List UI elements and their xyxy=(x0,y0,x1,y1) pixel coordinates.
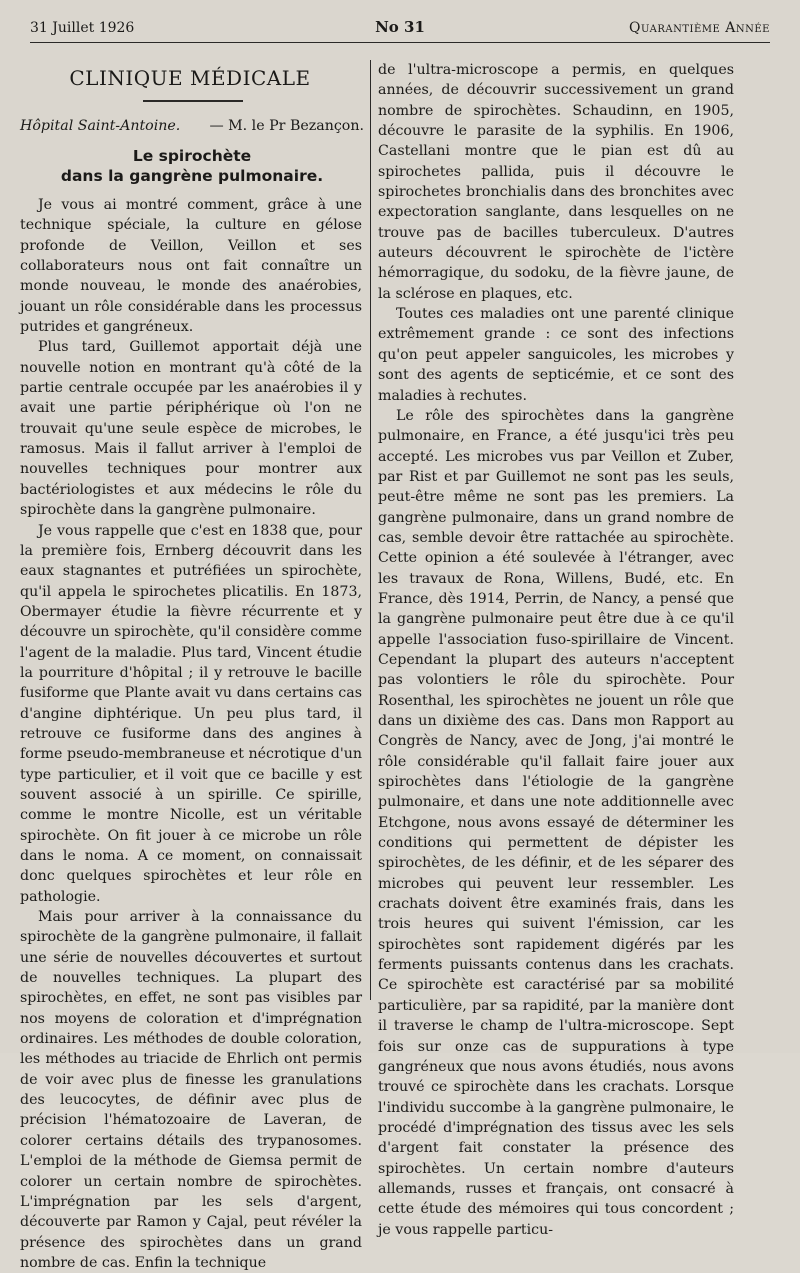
right-column xyxy=(378,60,734,1240)
paragraph: Je vous ai montré comment, grâce à une technique spéciale, la culture en gélose profonde de Veillon, Veillon et ses collaborateurs nous ont fait connaître un monde nouveau, le monde des anaérobies, jouant un rôle considérable dans les processus putrides et gangréneux. xyxy=(20,197,362,336)
article-title-line-2: dans la gangrène pulmonaire. xyxy=(60,167,324,185)
section-title: CLINIQUE MÉDICALE xyxy=(69,66,311,90)
article-title xyxy=(20,146,364,186)
hospital-name: Hôpital Saint-Antoine. xyxy=(20,118,181,134)
hospital-line xyxy=(20,118,364,134)
paragraph: Mais pour arriver à la connaissance du spirochète de la gangrène pulmonaire, il fallait une série de nouvelles découvertes et surtout de nouvelles techniques. La plupart des spirochètes, en effet, ne sont pas visibles par nos moyens de coloration et d'imprégnation ordinaires. Les méthodes de double coloration, les méthodes au triacide de Ehrlich ont permis de voir avec plus de finesse les granulations des leucocytes, de définir avec plus de précision l'hématozoaire de Laveran, de colorer certains détails des trypanosomes. L'emploi de la méthode de Giemsa permit de colorer un certain nombre de spirochètes. L'imprégnation par les sels d'argent, découverte par Ramon y Cajal, peut révéler la présence des spirochètes dans un grand nombre de cas. Enfin la technique xyxy=(20,909,362,1271)
paragraph: Toutes ces maladies ont une parenté clinique extrêmement grande : ce sont des infections qu'on peut appeler sanguicoles, les microbes y sont des agents de septicémie, et ce sont des maladies à rechutes. xyxy=(378,306,734,404)
title-divider xyxy=(143,100,243,102)
page-header xyxy=(30,18,770,43)
issue-date: 31 Juillet 1926 xyxy=(30,20,135,36)
paragraph: Le rôle des spirochètes dans la gangrène pulmonaire, en France, a été jusqu'ici très peu accepté. Les microbes vus par Veillon et Zuber, par Rist et par Guillemot ne sont pas les seuls, peut-être même ne sont pas les premiers. La gangrène pulmonaire, dans un grand nombre de cas, semble devoir être rattachée au spirochète. Cette opinion a été soulevée à l'étranger, avec les travaux de Rona, Willens, Budé, etc. En France, dès 1914, Perrin, de Nancy, a pensé que la gangrène pulmonaire peut être due à ce qu'il appelle l'association fuso-spirillaire de Vincent. Cependant la plupart des auteurs n'acceptent pas volontiers le rôle du spirochète. Pour Rosenthal, les spirochètes ne jouent un rôle que dans un dixième des cas. Dans mon Rapport au Congrès de Nancy, avec de Jong, j'ai montré le rôle considérable qu'il fallait faire jouer aux spirochètes dans l'étiologie de la gangrène pulmonaire, et dans une note additionnelle avec Etchgone, nous avons essayé de déterminer les conditions qui permettent de dépister les spirochètes, de les définir, et de les séparer des microbes qui peuvent leur ressembler. Les crachats doivent être examinés frais, dans les trois heures qui suivent l'émission, car les spirochètes sont rapidement digérés par les ferments puissants contenus dans les crachats. Ce spirochète est caractérisé par sa mobilité particulière, par sa rapidité, par la manière dont il traverse le champ de l'ultra-microscope. Sept fois sur onze cas de suppurations à type gangréneux que nous avons étudiés, nous avons trouvé ce spirochète dans les crachats. Lorsque l'individu succombe à la gangrène pulmonaire, le procédé d'imprégnation des tissus avec les sels d'argent fait constater la présence des spirochètes. Un certain nombre d'auteurs allemands, russes et français, ont consacré à cette étude des mémoires qui tous concordent ; je vous rappelle particu- xyxy=(378,407,734,1238)
left-column xyxy=(20,195,362,1273)
article-title-line-1: Le spirochète xyxy=(132,147,252,165)
professor-name: — M. le Pr Bezançon. xyxy=(209,118,364,134)
paragraph: de l'ultra-microscope a permis, en quelques années, de découvrir successivement un grand nombre de spirochètes. Schaudinn, en 1905, découvre le parasite de la syphilis. En 1906, Castellani montre que le pian est dû au spirochetes pallida, puis il découvre le spirochetes bronchialis dans des bronchites avec expectoration sanglante, dans lesquelles on ne trouve pas de bacilles tuberculeux. D'autres auteurs découvrent le spirochète de l'ictère hémorragique, du sodoku, de la fièvre jaune, de la sclérose en plaques, etc. xyxy=(378,62,734,302)
publication-year: Quarantième Année xyxy=(629,20,770,36)
column-divider xyxy=(370,60,371,1000)
issue-number: No 31 xyxy=(375,18,425,36)
paragraph: Plus tard, Guillemot apportait déjà une nouvelle notion en montrant qu'à côté de la partie centrale occupée par les anaérobies il y avait une partie périphérique où l'on ne trouvait qu'une seule espèce de microbes, le ramosus. Mais il fallut arriver à l'emploi de nouvelles techniques pour montrer aux bactériologistes et aux médecins le rôle du spirochète dans la gangrène pulmonaire. xyxy=(20,339,362,519)
paragraph: Je vous rappelle que c'est en 1838 que, pour la première fois, Ernberg découvrit dans les eaux stagnantes et putréfiées un spirochète, qu'il appela le spirochetes plicatilis. En 1873, Obermayer étudie la fièvre récurrente et y découvre un spirochète, qu'il considère comme l'agent de la maladie. Plus tard, Vincent étudie la pourriture d'hôpital ; il y retrouve le bacille fusiforme que Plante avait vu dans certains cas d'angine diphtérique. Un peu plus tard, il retrouve ce fusiforme dans des angines à forme pseudo-membraneuse et nécrotique d'un type particulier, et il voit que ce bacille y est souvent associé à un spirille. Ce spirille, comme le montre Nicolle, est un véritable spirochète. On fit jouer à ce microbe un rôle dans le noma. A ce moment, on connaissait donc quelques spirochètes et leur rôle en pathologie. xyxy=(20,522,362,905)
